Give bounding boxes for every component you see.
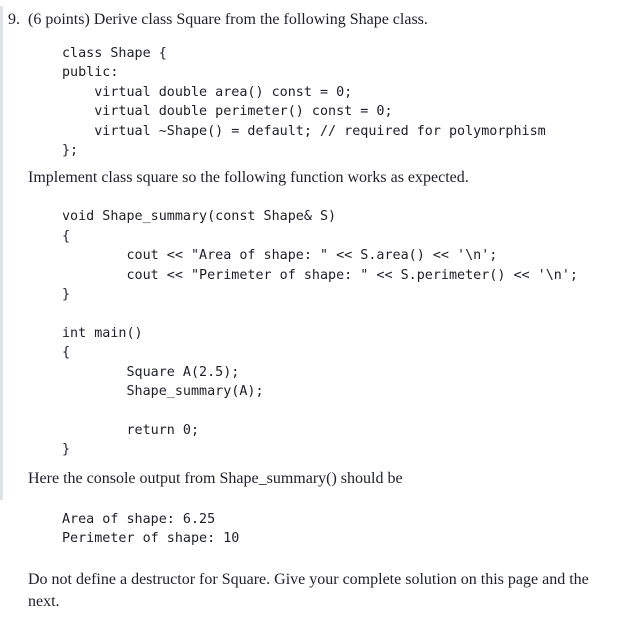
code-line: void Shape_summary(const Shape& S) [62,209,337,225]
code-line: int main() [62,325,143,341]
question-text: (6 points) Derive class Square from the following Shape class. [28,11,428,28]
code-line: } [62,287,71,303]
question-header [8,9,624,30]
code-line: Square A(2.5); [62,364,240,380]
code-line: { [62,228,71,244]
code-line: Perimeter of shape: 10 [62,531,240,547]
code-line: } [62,442,71,458]
program-code-block [62,207,624,459]
code-line: Area of shape: 6.25 [62,511,216,527]
code-line [62,401,624,420]
scan-edge-artifact [0,6,3,500]
console-output-intro: Here the console output from Shape_summary() should be [28,469,403,487]
code-line [62,304,624,323]
code-line: virtual double area() const = 0; [62,84,353,100]
code-line: return 0; [62,422,200,438]
code-line: class Shape { [62,46,167,61]
code-line: cout << "Perimeter of shape: " << S.perimeter() << '\n'; [62,267,578,283]
question-number: 9. [8,11,20,28]
code-line: Shape_summary(A); [62,384,264,400]
code-line: virtual double perimeter() const = 0; [62,104,393,120]
closing-instruction: Do not define a destructor for Square. Give your complete solution on this page and the next. [28,570,589,610]
code-line: { [62,345,71,361]
shape-class-code-block [62,44,624,160]
code-line: }; [62,143,79,159]
code-line: cout << "Area of shape: " << S.area() << '\n'; [62,248,498,264]
code-line: public: [62,65,119,81]
code-line: virtual ~Shape() = default; // required for polymorphism [62,123,546,139]
implement-instruction: Implement class square so the following function works as expected. [28,169,469,187]
console-output-block [62,510,624,549]
